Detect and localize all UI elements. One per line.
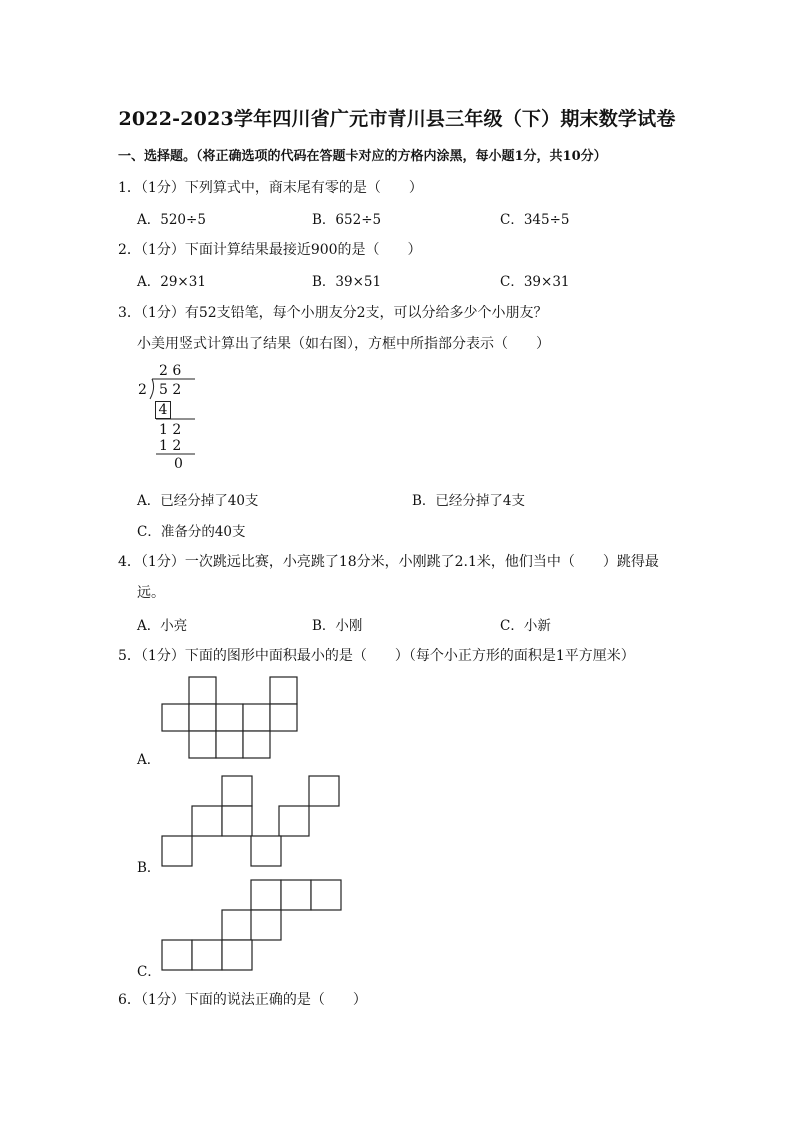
question-4-stem-continued: 远。 — [137, 585, 165, 601]
figure-c-grid — [161, 879, 345, 973]
question-2-stem: 2．（1分）下面计算结果最接近900的是（ ） — [118, 242, 422, 258]
question-3-option-b: B．已经分掉了4支 — [412, 493, 526, 509]
question-5-option-c: C． — [137, 964, 161, 980]
question-1-option-a: A．520÷5 — [137, 212, 206, 228]
page-title: 2022-2023学年四川省广元市青川县三年级（下）期末数学试卷 — [118, 108, 676, 130]
question-4-option-b: B．小刚 — [312, 618, 363, 634]
division-remainder: 0 — [174, 456, 183, 472]
question-4-option-c: C．小新 — [500, 618, 551, 634]
division-dividend: 5 2 — [159, 382, 182, 398]
division-row-1: 1 2 — [159, 422, 182, 438]
question-6-stem: 6．（1分）下面的说法正确的是（ ） — [118, 992, 367, 1008]
section-heading: 一、选择题。（将正确选项的代码在答题卡对应的方格内涂黑，每小题1分，共10分） — [118, 149, 607, 164]
question-4-stem: 4．（1分）一次跳远比赛，小亮跳了18分米，小刚跳了2.1米，他们当中（ ）跳得最 — [118, 554, 659, 570]
question-5-option-a: A． — [137, 752, 161, 768]
division-row-2: 1 2 — [159, 438, 182, 454]
division-boxed-digit: 4 — [155, 401, 171, 419]
question-5-option-b: B． — [137, 860, 161, 876]
question-1-stem: 1．（1分）下列算式中，商末尾有零的是（ ） — [118, 180, 423, 196]
question-1-option-c: C．345÷5 — [500, 212, 570, 228]
division-quotient: 2 6 — [159, 363, 182, 379]
division-divisor: 2 — [138, 382, 147, 398]
question-3-stem: 3．（1分）有52支铅笔，每个小朋友分2支，可以分给多少个小朋友？ — [118, 305, 548, 321]
question-1-option-b: B．652÷5 — [312, 212, 382, 228]
question-3-subtext: 小美用竖式计算出了结果（如右图），方框中所指部分表示（ ） — [137, 336, 550, 352]
figure-a-grid — [161, 676, 301, 762]
question-4-option-a: A．小亮 — [137, 618, 188, 634]
question-5-stem: 5．（1分）下面的图形中面积最小的是（ ）（每个小正方形的面积是1平方厘米） — [118, 648, 635, 664]
question-3-option-c: C．准备分的40支 — [137, 524, 246, 540]
question-2-option-c: C．39×31 — [500, 274, 570, 290]
question-2-option-b: B．39×51 — [312, 274, 382, 290]
question-2-option-a: A．29×31 — [137, 274, 206, 290]
question-3-option-a: A．已经分掉了40支 — [137, 493, 259, 509]
figure-b-grid — [161, 775, 343, 869]
